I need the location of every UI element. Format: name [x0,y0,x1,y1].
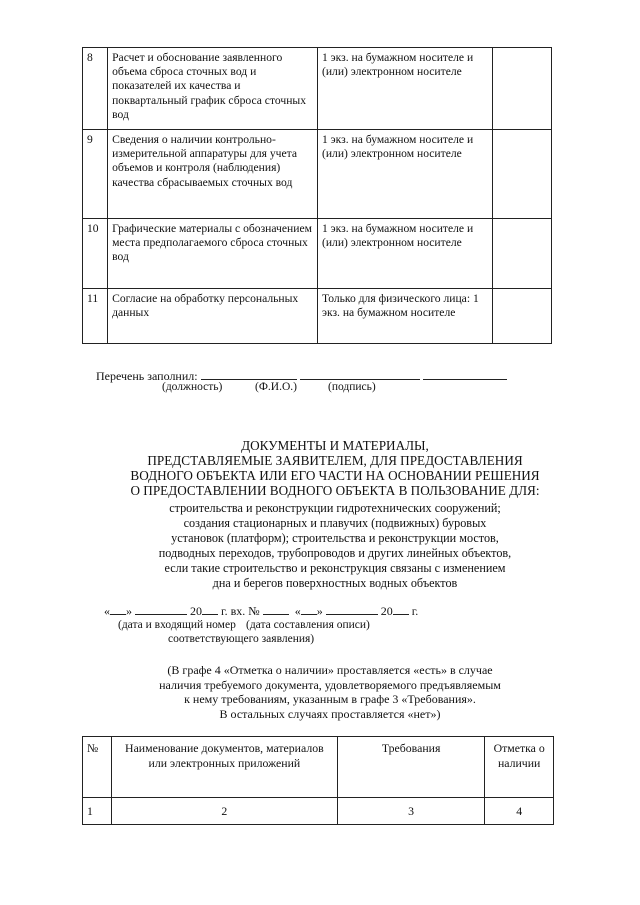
column-number: 3 [337,798,484,825]
filled-by-label: Перечень заполнил: [96,369,198,383]
document-requirement: 1 экз. на бумажном носителе и (или) электронном носителе [317,219,492,289]
incoming-number-label: г. вх. № [221,604,260,618]
month-out-blank[interactable] [326,603,378,615]
name-blank[interactable] [300,367,420,380]
purpose-line: установок (платформ); строительства и реконструкции мостов, [171,531,499,545]
column-number: 1 [83,798,112,825]
quote-close: » [316,604,323,618]
document-name: Согласие на обработку персональных данных [108,289,318,344]
row-number: 8 [83,48,108,130]
row-number: 11 [83,289,108,344]
quote-open: « [104,604,110,618]
table-row [83,219,552,289]
documents-list-table [82,47,552,344]
title-line: ВОДНОГО ОБЪЕКТА ИЛИ ЕГО ЧАСТИ НА ОСНОВАНИИ РЕШЕНИЯ [130,468,540,483]
corresponding-application-label: соответствующего заявления) [168,633,315,645]
header-number: № [83,737,112,798]
purpose-line: дна и берегов поверхностных водных объектов [212,576,458,590]
quote-close: » [126,604,132,618]
note-line: (В графе 4 «Отметка о наличии» проставляется «есть» в случае [167,663,493,677]
table-row [83,48,552,130]
presence-mark-cell [492,130,551,219]
section-title [100,438,570,498]
header-document-name: Наименование документов, материалов или электронных приложений [111,737,337,798]
note-line: В остальных случаях проставляется «нет») [219,706,441,721]
documents-table [82,736,554,825]
column-number-row [83,798,554,825]
position-label: (должность) [162,381,223,393]
document-requirement: 1 экз. на бумажном носителе и (или) электронном носителе [317,48,492,130]
presence-mark-cell [492,219,551,289]
purpose-line: строительства и реконструкции гидротехнических сооружений; [169,501,501,515]
document-name: Расчет и обоснование заявленного объема сброса сточных вод и показателей их качества и поквартальный график сброса сточных вод [108,48,318,130]
title-line: ПРЕДСТАВЛЯЕМЫЕ ЗАЯВИТЕЛЕМ, ДЛЯ ПРЕДОСТАВЛЕНИЯ [147,453,523,468]
day-out-blank[interactable] [301,603,317,615]
section-purposes [110,501,560,591]
title-line: ДОКУМЕНТЫ И МАТЕРИАЛЫ, [241,438,429,453]
incoming-date-label: (дата и входящий номер [118,619,236,631]
header-presence-mark: Отметка о наличии [485,737,554,798]
year-prefix: 20 [380,604,393,618]
full-name-label: (Ф.И.О.) [255,381,297,393]
note-line: к нему требованиям, указанным в графе 3 «Требования». [184,692,476,706]
note-line: наличия требуемого документа, удовлетворяемого предъявляемым [159,677,501,692]
signature-label: (подпись) [328,381,376,393]
document-name: Графические материалы с обозначением места предполагаемого сброса сточных вод [108,219,318,289]
table-row [83,130,552,219]
row-number: 9 [83,130,108,219]
purpose-line: создания стационарных и плавучих (подвижных) буровых [183,516,487,530]
column-number: 4 [485,798,554,825]
table-row [83,289,552,344]
purpose-line: если такие строительство и реконструкция связаны с изменением [164,561,506,575]
quote-open: « [294,604,301,618]
year-suffix: г. [411,604,419,618]
presence-mark-cell [492,289,551,344]
instruction-note [130,663,530,721]
filled-by-line [96,367,507,384]
position-blank[interactable] [201,367,297,380]
dates-line [104,603,418,619]
incoming-number-blank[interactable] [263,603,289,615]
year-in-blank[interactable] [202,603,218,615]
row-number: 10 [83,219,108,289]
inventory-date-label: (дата составления описи) [246,619,370,631]
year-out-blank[interactable] [393,603,409,615]
presence-mark-cell [492,48,551,130]
month-in-blank[interactable] [135,603,187,615]
table-header-row [83,737,554,798]
column-number: 2 [111,798,337,825]
signature-blank[interactable] [423,367,507,380]
document-requirement: Только для физического лица: 1 экз. на бумажном носителе [317,289,492,344]
header-requirements: Требования [337,737,484,798]
document-requirement: 1 экз. на бумажном носителе и (или) электронном носителе [317,130,492,219]
document-name: Сведения о наличии контрольно-измерительной аппаратуры для учета объемов и контроля (наблюдения) качества сбрасываемых сточных вод [108,130,318,219]
title-line: О ПРЕДОСТАВЛЕНИИ ВОДНОГО ОБЪЕКТА В ПОЛЬЗОВАНИЕ ДЛЯ: [130,483,540,498]
purpose-line: подводных переходов, трубопроводов и других линейных объектов, [158,546,512,560]
year-prefix: 20 [190,604,202,618]
day-in-blank[interactable] [110,603,126,615]
